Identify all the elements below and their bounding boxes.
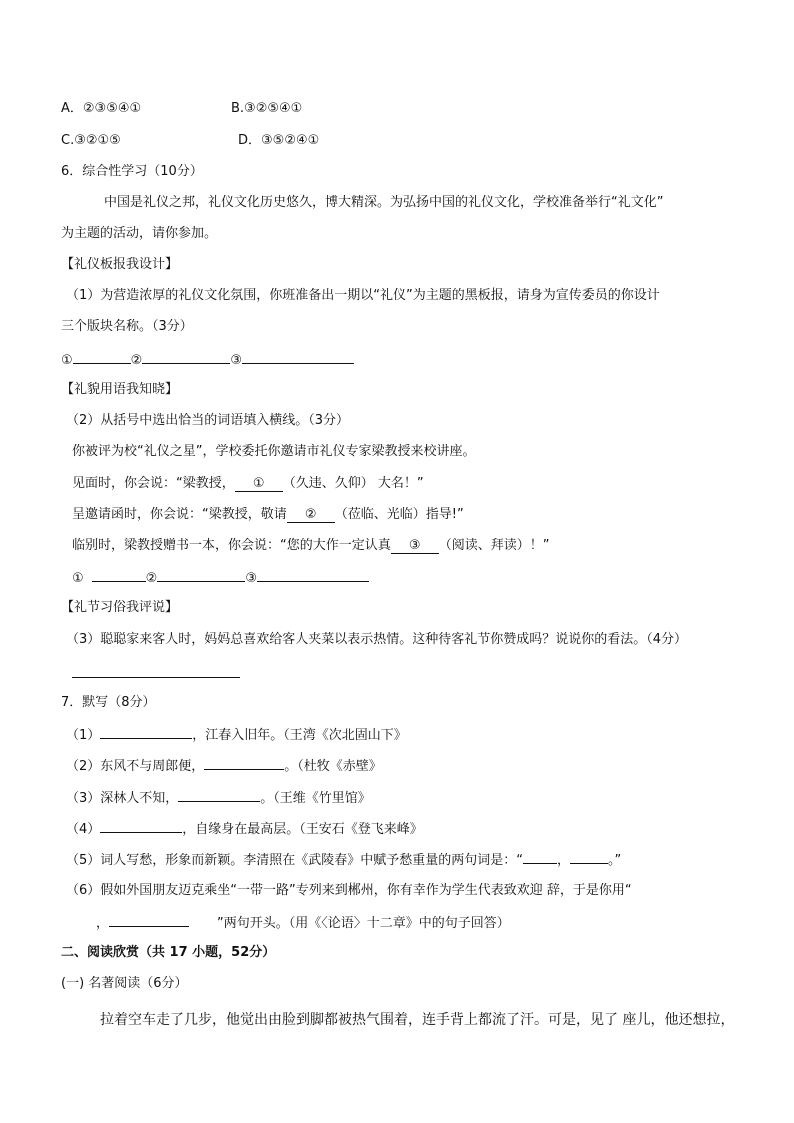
answer-blank[interactable] — [100, 818, 182, 833]
meet-sentence — [72, 474, 424, 494]
invite-blank[interactable]: ② — [287, 507, 335, 523]
q7-line-6-continued — [96, 912, 510, 934]
q7-line-2 — [66, 755, 382, 777]
answer-blank[interactable] — [523, 849, 557, 864]
meet-sentence-pre: 见面时，你会说：“梁教授， — [72, 476, 235, 491]
q7-line-2-pre: 东风不与周郎便， — [100, 759, 205, 774]
q7-line-5-pre: 词人写愁，形象而新颖。李清照在《武陵春》中赋予愁重量的两句词是：“ — [100, 853, 524, 868]
answer-blanks-2 — [72, 567, 369, 589]
q7-line-1-num: （1） — [66, 728, 101, 743]
section-title-board: 【礼仪板报我设计】 — [61, 257, 179, 272]
question-7-title: 7．默写（8分） — [61, 695, 156, 710]
farewell-blank[interactable]: ③ — [391, 538, 439, 554]
option-c: C.③②①⑤ — [61, 133, 121, 148]
answer-blank[interactable] — [178, 787, 260, 802]
q6-sub2-context: 你被评为校“礼仪之星”，学校委托你邀请市礼仪专家梁教授来校讲座。 — [72, 444, 476, 459]
answer-blank[interactable] — [204, 755, 284, 770]
q7-line-1 — [66, 724, 407, 746]
q6-sub1-line-2: 三个版块名称。（3分） — [61, 319, 193, 334]
q7-line-6-num: （6） — [66, 883, 101, 898]
q7-line-6b-pre: ， — [96, 916, 110, 931]
answer-blanks-1 — [61, 349, 354, 371]
q6-sub1-line-1: （1）为营造浓厚的礼仪文化氛围，你班准备出一期以“礼仪”为主题的黑板报，请身为宣传委员的你设计 — [66, 288, 660, 303]
question-6-title: 6．综合性学习（10分） — [61, 164, 203, 179]
farewell-sentence-pre: 临别时，梁教授赠书一本，你会说：“您的大作一定认真 — [72, 538, 391, 553]
q7-line-4-text: ，自缘身在最高层。（王安石《登飞来峰》 — [182, 822, 423, 837]
q7-line-5-num: （5） — [66, 853, 101, 868]
q7-line-1-text: ，江春入旧年。（王湾《次北固山下》 — [192, 728, 407, 743]
q7-line-3-num: （3） — [66, 791, 101, 806]
q7-line-3-post: 。（王维《竹里馆》 — [260, 791, 371, 806]
answer-line[interactable] — [72, 677, 240, 678]
meet-sentence-post: （久违、久仰） 大名！” — [282, 476, 424, 491]
answer-blank[interactable] — [157, 567, 245, 582]
answer-blank[interactable] — [142, 349, 230, 364]
q7-line-5 — [66, 849, 621, 871]
part-2-title: 二、阅读欣赏（共 17 小题，52分） — [61, 945, 276, 960]
blank-label-2: ② — [130, 353, 143, 368]
q7-line-4 — [66, 818, 423, 840]
answer-blank[interactable] — [257, 567, 369, 582]
answer-blank[interactable] — [109, 912, 189, 927]
q7-line-6b-post: ”两句开头。（用《〈论语〉十二章》中的句子回答） — [217, 916, 510, 931]
answer-blank[interactable] — [570, 849, 608, 864]
answer-blank[interactable] — [73, 349, 131, 364]
q7-line-3 — [66, 787, 371, 809]
answer-blank[interactable] — [242, 349, 354, 364]
part-2-sub-title: (一) 名著阅读（6分） — [61, 976, 188, 991]
farewell-sentence-post: （阅读、拜读）！” — [438, 538, 550, 553]
q7-line-5-post: 。” — [608, 853, 622, 868]
q7-line-6-text: 假如外国朋友迈克乘坐“一带一路”专列来到郴州，你有幸作为学生代表致欢迎 辞，于是你用“ — [100, 883, 632, 898]
blank-label-3: ③ — [230, 353, 242, 368]
q6-sub3-prompt: （3）聪聪家来客人时，妈妈总喜欢给客人夹菜以表示热情。这种待客礼节你赞成吗？说说你的看法。（4分） — [66, 632, 688, 647]
blank-label-3: ③ — [245, 571, 257, 586]
q7-line-4-num: （4） — [66, 822, 101, 837]
option-b: B.③②⑤④① — [231, 101, 303, 116]
section-title-custom: 【礼节习俗我评说】 — [61, 600, 179, 615]
q7-line-5-mid: ， — [557, 853, 571, 868]
farewell-sentence — [72, 536, 550, 556]
blank-label-1: ① — [61, 353, 73, 368]
blank-label-1: ① — [72, 571, 84, 586]
q6-intro-line-2: 为主题的活动，请你参加。 — [61, 226, 218, 241]
q6-intro-line-1: 中国是礼仪之邦，礼仪文化历史悠久，博大精深。为弘扬中国的礼仪文化，学校准备举行“礼文化” — [104, 195, 664, 210]
option-a: A．②③⑤④① — [61, 101, 142, 116]
q7-line-2-num: （2） — [66, 759, 101, 774]
invite-sentence — [72, 505, 464, 525]
option-d: D．③⑤②④① — [238, 133, 320, 148]
invite-sentence-post: （莅临、光临）指导!” — [334, 507, 464, 522]
q7-line-6 — [66, 881, 632, 901]
answer-blank[interactable] — [92, 567, 146, 582]
answer-blank[interactable] — [100, 724, 192, 739]
section-title-courtesy: 【礼貌用语我知晓】 — [61, 382, 179, 397]
invite-sentence-pre: 呈邀请函时，你会说：“梁教授，敬请 — [72, 507, 287, 522]
q6-sub2-prompt: （2）从括号中选出恰当的词语填入横线。（3分） — [66, 413, 350, 428]
blank-label-2: ② — [145, 571, 158, 586]
reading-paragraph: 拉着空车走了几步，他觉出由脸到脚都被热气围着，连手背上都流了汗。可是，见了 座儿，他还想拉， — [100, 1012, 735, 1028]
meet-blank[interactable]: ① — [235, 476, 283, 492]
q7-line-2-post: 。（杜牧《赤壁》 — [284, 759, 382, 774]
q7-line-3-pre: 深林人不知， — [100, 791, 179, 806]
